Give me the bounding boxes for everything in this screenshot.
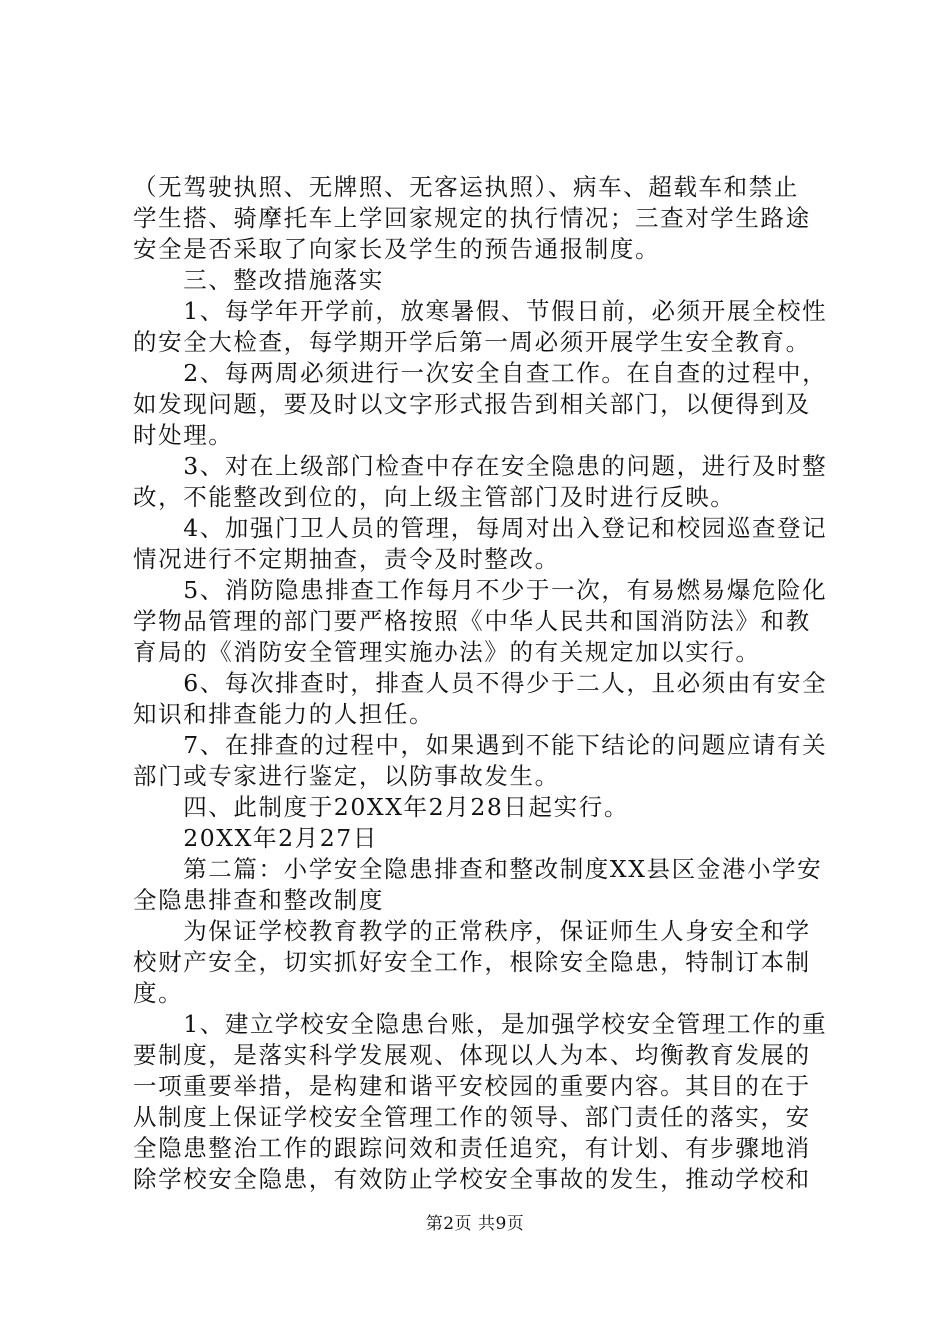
text-line: 校财产安全，切实抓好安全工作，根除安全隐患，特制订本制 — [133, 948, 811, 976]
text-line: 全隐患整治工作的跟踪问效和责任追究，有计划、有步骤地消 — [133, 1134, 811, 1162]
date-line: 20XX年2月27日 — [133, 824, 378, 852]
text-line: 一项重要举措，是构建和谐平安校园的重要内容。其目的在于 — [133, 1072, 811, 1100]
text-line: 部门或专家进行鉴定，以防事故发生。 — [133, 762, 560, 790]
text-line: 1、建立学校安全隐患台账，是加强学校安全管理工作的重 — [133, 1010, 828, 1038]
text-line: 学物品管理的部门要严格按照《中华人民共和国消防法》和教 — [133, 607, 811, 635]
text-line: 除学校安全隐患，有效防止学校安全事故的发生，推动学校和 — [133, 1165, 811, 1193]
text-line: （无驾驶执照、无牌照、无客运执照）、病车、超载车和禁止 — [133, 173, 799, 201]
page-footer: 第2页 共9页 — [425, 1214, 525, 1234]
text-line: 如发现问题，要及时以文字形式报告到相关部门，以便得到及 — [133, 390, 811, 418]
text-line: 时处理。 — [133, 421, 234, 449]
text-line: 学生搭、骑摩托车上学回家规定的执行情况；三查对学生路途 — [133, 204, 811, 232]
text-line: 安全是否采取了向家长及学生的预告通报制度。 — [133, 235, 661, 263]
text-line: 度。 — [133, 979, 184, 1007]
text-line: 育局的《消防安全管理实施办法》的有关规定加以实行。 — [133, 638, 761, 666]
document-body — [133, 172, 833, 1195]
text-line: 6、每次排查时，排查人员不得少于二人，且必须由有安全 — [133, 669, 828, 697]
text-line: 要制度，是落实科学发展观、体现以人为本、均衡教育发展的 — [133, 1041, 811, 1069]
text-line: 知识和排查能力的人担任。 — [133, 700, 435, 728]
text-line: 5、消防隐患排查工作每月不少于一次，有易燃易爆危险化 — [133, 576, 828, 604]
text-line: 1、每学年开学前，放寒暑假、节假日前，必须开展全校性 — [133, 297, 828, 325]
text-line: 4、加强门卫人员的管理，每周对出入登记和校园巡查登记 — [133, 514, 828, 542]
text-line: 情况进行不定期抽查，责令及时整改。 — [133, 545, 560, 573]
text-line: 2、每两周必须进行一次安全自查工作。在自查的过程中， — [133, 359, 828, 387]
text-line: 为保证学校教育教学的正常秩序，保证师生人身安全和学 — [133, 917, 811, 945]
text-line: 的安全大检查，每学期开学后第一周必须开展学生安全教育。 — [133, 328, 811, 356]
text-line: 7、在排查的过程中，如果遇到不能下结论的问题应请有关 — [133, 731, 828, 759]
section-heading: 三、整改措施落实 — [133, 266, 384, 294]
chapter-title: 第二篇：小学安全隐患排查和整改制度XX县区金港小学安 — [133, 855, 823, 883]
text-line: 从制度上保证学校安全管理工作的领导、部门责任的落实，安 — [133, 1103, 811, 1131]
text-line: 改，不能整改到位的，向上级主管部门及时进行反映。 — [133, 483, 736, 511]
text-line: 3、对在上级部门检查中存在安全隐患的问题，进行及时整 — [133, 452, 828, 480]
text-line: 四、此制度于20XX年2月28日起实行。 — [133, 793, 629, 821]
chapter-title: 全隐患排查和整改制度 — [133, 886, 384, 914]
